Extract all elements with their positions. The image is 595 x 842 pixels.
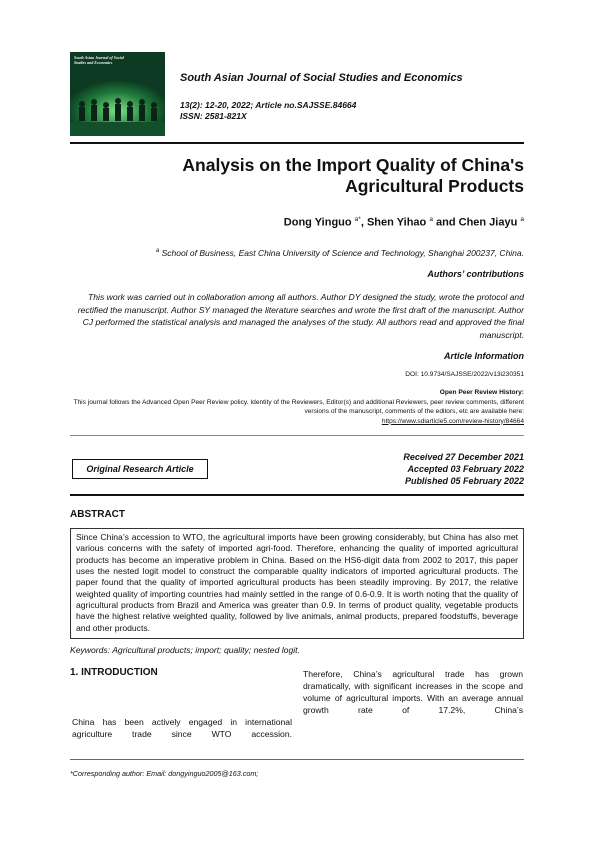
abstract-text: Since China’s accession to WTO, the agricultural imports have been growing considerably, but China has also met various concerns with the safety of imported agri-food. Therefore, enhancing the quality of imported agricultural products has become an imperative problem in China. Based on the HS6-digit data from 2002 to 2017, this paper uses the nested logit model to construct the comparable quality indicators of imported agricultural products. The paper found that the quality of imported agricultural products has been steadily improving. By 2017, the relative weighted quality of importing countries had mainly settled in the range of 0.6-0.9. It is worth noting that the quality of agricultural products from Brazil and America was greater than 0.9. In terms of product quality, vegetable products have the highest relative weighted quality, followed by live animals, animal products, prepared foodstuffs, beverage and other products. [70,528,524,639]
footnote: *Corresponding author: Email: dongyinguo2005@163.com; [70,769,259,778]
paper-title [144,155,524,197]
title-line-2: Agricultural Products [345,176,524,196]
keywords: Keywords: Agricultural products; import; quality; nested logit. [70,645,300,655]
author-superscript: a* [354,216,361,223]
author-name: Dong Yinguo [283,216,352,229]
received-date: Received 27 December 2021 [403,452,524,462]
info-rule [70,435,524,436]
publication-dates [403,451,524,487]
open-peer-review-body: This journal follows the Advanced Open Peer Review policy. Identity of the Reviewers, Editor(s) and additional Reviewers, peer review comments, different versions of the manuscript, comments of the editors, etc are available here: [73,399,524,416]
author-name: Shen Yihao [366,216,427,229]
intro-column-2: Therefore, China’s agricultural trade has grown dramatically, with significant increases in the scope and volume of agricultural imports. With an average annual growth rate of 17.2%, China’s [303,669,523,715]
review-history-link[interactable]: https://www.sdiarticle5.com/review-history/84664 [381,417,524,425]
dates-rule [70,494,524,496]
affiliation-superscript: a [155,248,160,255]
open-peer-review-heading: Open Peer Review History: [439,389,524,396]
affiliation [156,248,524,258]
author-name: Chen Jiayu [458,216,518,229]
citation: 13(2): 12-20, 2022; Article no.SAJSSE.84664 [180,100,357,110]
header-rule [70,142,524,144]
published-date: Published 05 February 2022 [404,476,524,486]
cover-title: South Asian Journal of Social Studies and Economics [74,55,124,65]
author-superscript: a [520,216,524,223]
abstract-heading: ABSTRACT [70,509,125,520]
affiliation-text: School of Business, East China University of Science and Technology, Shanghai 200237, China. [161,248,524,258]
author-list: Dong Yinguo $^{a*}$, Shen Yihao $^a$ and Chen Jiayu $^a$ [283,216,524,229]
article-type-badge: Original Research Article [72,459,208,479]
issn: ISSN: 2581-821X [180,111,247,121]
author-and: and [436,216,456,229]
accepted-date: Accepted 03 February 2022 [407,464,524,474]
title-line-1: Analysis on the Import Quality of China's [182,155,524,175]
contributions-text: This work was carried out in collaboration among all authors. Author DY designed the study, wrote the protocol and rectified the manuscript. Author SY managed the literature searches and wrote the first draft of the manuscript. Author CJ performed the statistical analysis and managed the analyses of the study. All authors read and approved the final manuscript. [77,292,524,340]
open-peer-review-text [70,398,524,426]
journal-cover-image [70,52,165,136]
introduction-heading: 1. INTRODUCTION [70,667,158,678]
intro-column-1: China has been actively engaged in international agriculture trade since WTO accession. [72,717,292,739]
article-info-heading: Article Information [443,351,524,361]
author-superscript: a [429,216,433,223]
contributions-heading: Authors’ contributions [427,269,524,279]
journal-name: South Asian Journal of Social Studies and Economics [180,72,463,84]
footnote-rule [70,759,524,760]
doi: DOI: 10.9734/SAJSSE/2022/v13i230351 [405,371,524,378]
